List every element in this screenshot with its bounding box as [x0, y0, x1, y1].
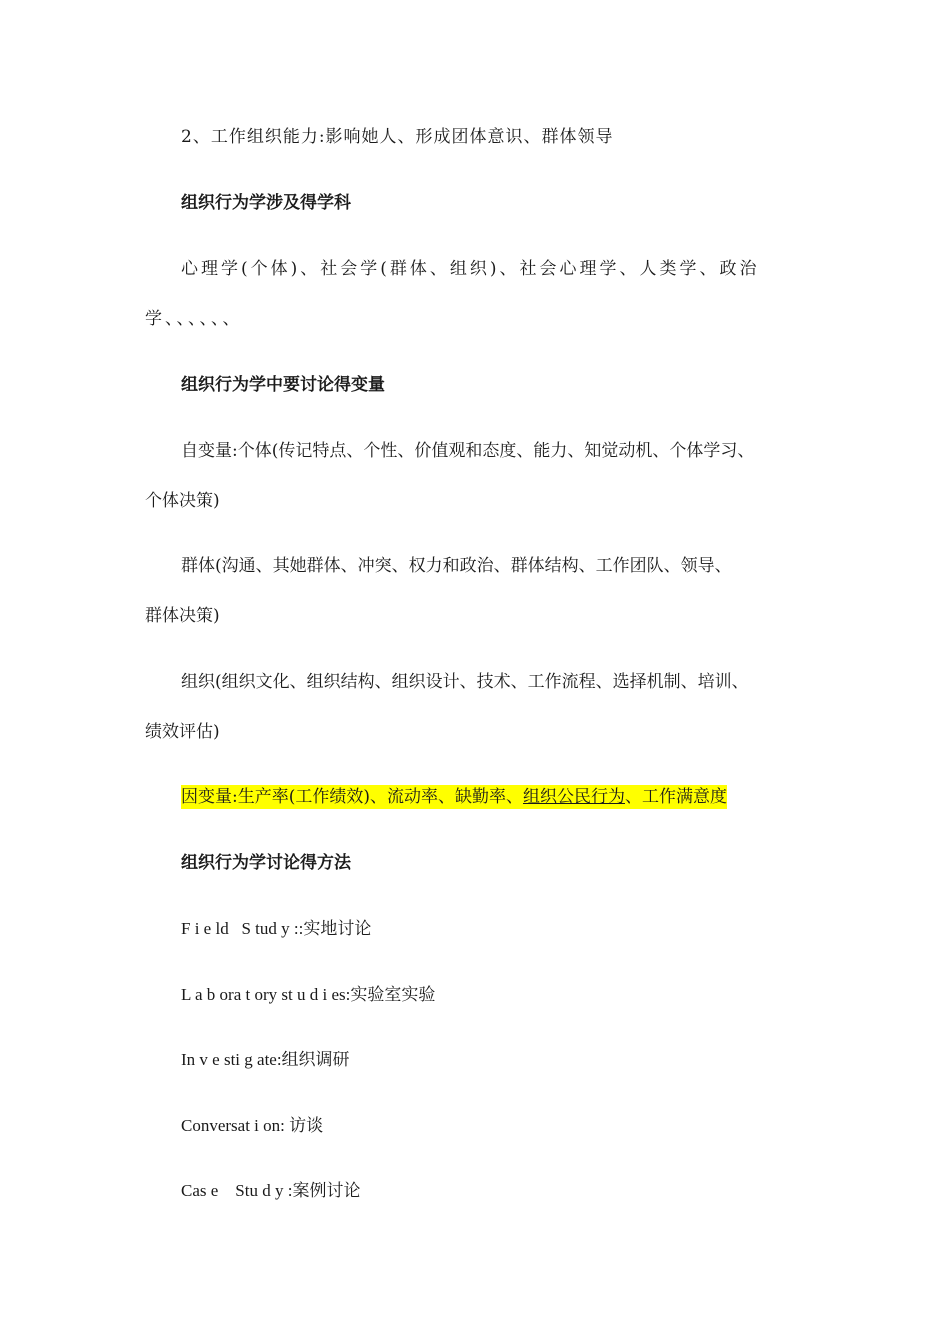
method-conversation: Conversat i on: 访谈 — [181, 1116, 324, 1135]
method-laboratory-studies: L a b ora t ory st u d i es:实验室实验 — [181, 985, 436, 1004]
organization-variables-line-2: 绩效评估) — [145, 722, 220, 742]
dependent-variables-prefix: 因变量:生产率(工作绩效)、流动率、缺勤率、 — [181, 787, 523, 807]
disciplines-line-1: 心理学(个体)、社会学(群体、组织)、社会心理学、人类学、政治 — [181, 259, 760, 279]
group-variables-line-2: 群体决策) — [145, 606, 220, 626]
heading-methods: 组织行为学讨论得方法 — [181, 853, 351, 873]
dependent-variables-line — [181, 785, 727, 809]
heading-disciplines: 组织行为学涉及得学科 — [181, 193, 351, 213]
dependent-variables-underlined: 组织公民行为 — [523, 787, 625, 807]
method-case-study: Cas e Stu d y :案例讨论 — [181, 1181, 361, 1200]
method-field-study: F i e ld S tud y ::实地讨论 — [181, 919, 372, 938]
method-investigate: In v e sti g ate:组织调研 — [181, 1050, 350, 1069]
item-2-line: 2、工作组织能力:影响她人、形成团体意识、群体领导 — [181, 127, 614, 147]
organization-variables-line-1: 组织(组织文化、组织结构、组织设计、技术、工作流程、选择机制、培训、 — [181, 672, 749, 692]
heading-variables: 组织行为学中要讨论得变量 — [181, 375, 385, 395]
disciplines-line-2: 学、、、、、、 — [145, 309, 243, 329]
independent-variables-line-1: 自变量:个体(传记特点、个性、价值观和态度、能力、知觉动机、个体学习、 — [181, 441, 755, 461]
independent-variables-line-2: 个体决策) — [145, 491, 220, 511]
dependent-variables-suffix: 、工作满意度 — [625, 787, 727, 807]
group-variables-line-1: 群体(沟通、其她群体、冲突、权力和政治、群体结构、工作团队、领导、 — [181, 556, 732, 576]
